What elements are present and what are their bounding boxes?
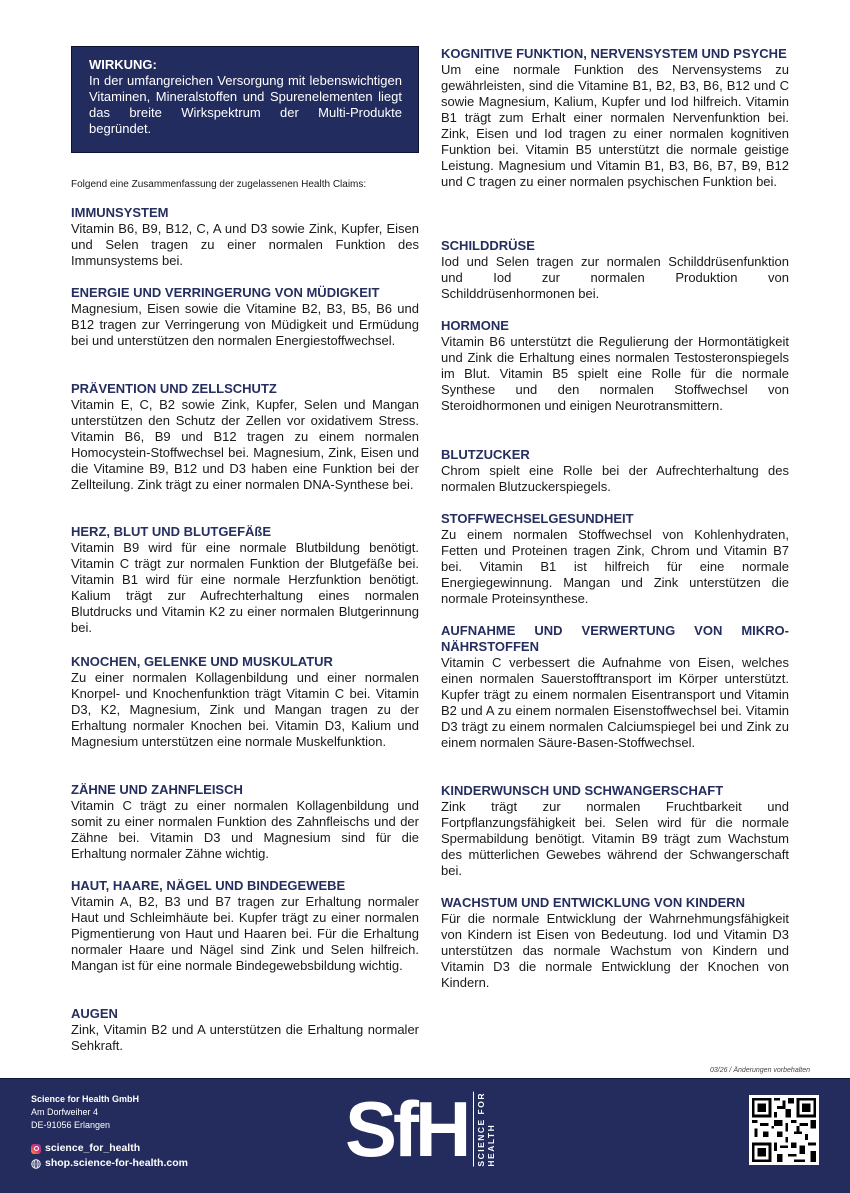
section-title: KNOCHEN, GELENKE UND MUSKULATUR xyxy=(71,654,333,669)
company-address xyxy=(31,1093,139,1132)
section-text: Vitamin B6, B9, B12, C, A und D3 sowie Zink, Kupfer, Eisen und Selen tragen zu einer normalen Funktion des Immunsystems bei. xyxy=(71,221,419,268)
section-title: AUGEN xyxy=(71,1006,118,1021)
wirkung-title: WIRKUNG: xyxy=(89,57,157,72)
section-kinderwunsch xyxy=(441,783,789,879)
footer xyxy=(0,1078,850,1193)
section-title: IMMUNSYSTEM xyxy=(71,205,169,220)
section-zaehne xyxy=(71,782,419,862)
section-title: KOGNITIVE FUNKTION, NERVENSYSTEM UND PSYCHE xyxy=(441,46,787,61)
section-text: Vitamin A, B2, B3 und B7 tragen zur Erhaltung normaler Haut und Schleimhäute bei. Kupfer trägt zu einer normalen Pigmentierung von Haut und Haaren bei. Für die Erhaltung normaler Haare und Nägel sind Zink und Selen hilfreich. Mangan ist für eine normale Bindegewebsbildung wichtig. xyxy=(71,894,419,973)
section-blutzucker xyxy=(441,447,789,495)
logo-tagline xyxy=(473,1092,496,1167)
sfh-logo xyxy=(345,1085,497,1173)
instagram-handle[interactable]: science_for_health xyxy=(45,1142,141,1154)
qr-code[interactable] xyxy=(749,1095,819,1165)
instagram-icon xyxy=(31,1144,41,1154)
website-link[interactable] xyxy=(31,1156,188,1171)
section-schilddruese xyxy=(441,238,789,302)
section-text: Iod und Selen tragen zur normalen Schilddrüsenfunktion und Iod zur normalen Produktion von Schilddrüsenhormonen bei. xyxy=(441,254,789,301)
section-kognitive-funktion xyxy=(441,46,789,190)
section-hormone xyxy=(441,318,789,414)
section-title: PRÄVENTION UND ZELLSCHUTZ xyxy=(71,381,277,396)
section-title: AUFNAHME UND VERWERTUNG VON MIKRO-NÄHRSTOFFEN xyxy=(441,623,789,654)
company-street: Am Dorfweiher 4 xyxy=(31,1107,99,1117)
section-title: SCHILDDRÜSE xyxy=(441,238,535,253)
company-name: Science for Health GmbH xyxy=(31,1094,140,1104)
logo-tagline-line2: HEALTH xyxy=(486,1123,497,1167)
section-stoffwechsel xyxy=(441,511,789,607)
section-title: HORMONE xyxy=(441,318,509,333)
section-wachstum xyxy=(441,895,789,991)
section-immunsystem xyxy=(71,205,419,269)
globe-icon xyxy=(31,1159,41,1169)
section-title: WACHSTUM UND ENTWICKLUNG VON KINDERN xyxy=(441,895,746,910)
section-text: Zink trägt zur normalen Fruchtbarkeit und Fortpflanzungsfähigkeit bei. Selen wird für die normale Spermabildung benötigt. Vitamin B9 trägt zum Wachstum des mütterlichen Gewebes während der Schwangerschaft bei. xyxy=(441,799,789,878)
section-text: Vitamin E, C, B2 sowie Zink, Kupfer, Selen und Mangan unterstützen den Schutz der Zellen vor oxidativem Stress. Vitamin B6, B9 und B12 tragen zu einem normalen Homocystein-Stoffwechsel bei. Magnesium, Zink, Eisen und die Vitamine B9, B12 und D3 haben eine Funktion bei der Zellteilung. Zink trägt zu einer normalen DNA-Synthese bei. xyxy=(71,397,419,492)
section-knochen xyxy=(71,654,419,750)
section-title: BLUTZUCKER xyxy=(441,447,530,462)
logo-wordmark: SfH xyxy=(345,1085,468,1173)
intro-text: Folgend eine Zusammenfassung der zugelassenen Health Claims: xyxy=(71,179,367,190)
section-text: Vitamin C trägt zu einer normalen Kollagenbildung und somit zu einer normalen Funktion des Zahnfleischs und der Zähne bei. Vitamin D3 und Magnesium sind für die Erhaltung normaler Zähne wichtig. xyxy=(71,798,419,861)
social-links xyxy=(31,1141,188,1171)
section-text: Magnesium, Eisen sowie die Vitamine B2, B3, B5, B6 und B12 tragen zur Verringerung von Müdigkeit und Ermüdung bei und unterstützen den normalen Energiestoffwechsel. xyxy=(71,301,419,348)
instagram-link[interactable] xyxy=(31,1141,188,1156)
section-energie xyxy=(71,285,419,349)
section-title: ZÄHNE UND ZAHNFLEISCH xyxy=(71,782,243,797)
wirkung-text: In der umfangreichen Versorgung mit lebenswichtigen Vitaminen, Mineralstoffen und Spurenelementen liegt das breite Wirkspektrum der Multi-Produkte begründet. xyxy=(89,73,402,136)
section-title: ENERGIE UND VERRINGERUNG VON MÜDIGKEIT xyxy=(71,285,380,300)
section-text: Vitamin B6 unterstützt die Regulierung der Hormontätigkeit und Zink die Erhaltung eines normalen Testosteronspiegels im Blut. Vitamin B5 spielt eine Rolle für die normale Synthese und den normalen Stoffwechsel von Steroidhormonen und einigen Neurotransmittern. xyxy=(441,334,789,413)
footnote: 03/26 / Änderungen vorbehalten xyxy=(709,1067,810,1074)
section-text: Zu einem normalen Stoffwechsel von Kohlenhydraten, Fetten und Proteinen tragen Zink, Chrom und Vitamin B7 bei. Vitamin B1 ist hilfreich für eine normale Energiegewinnung. Mangan und Zink unterstützen die normale Proteinsynthese. xyxy=(441,527,789,606)
section-augen xyxy=(71,1006,419,1054)
section-text: Vitamin B9 wird für eine normale Blutbildung benötigt. Vitamin C trägt zur normalen Funktion der Blutgefäße bei. Vitamin B1 wird für eine normale Herzfunktion benötigt. Kalium trägt zur Aufrechterhaltung eines normalen Blutdrucks und Vitamin K2 zu einer normalen Blutgerinnung bei. xyxy=(71,540,419,635)
website-url[interactable]: shop.science-for-health.com xyxy=(45,1157,188,1169)
section-title: HERZ, BLUT UND BLUTGEFÄßE xyxy=(71,524,272,539)
section-text: Vitamin C verbessert die Aufnahme von Eisen, welches einen normalen Sauerstofftransport im Körper unterstützt. Kupfer trägt zu einem normalen Eisentransport und Vitamin B2 und A zu einem normalen Eisenstoffwechsel bei. Vitamin D3 trägt zu einem normalen Calciumspiegel bei und Zink zu einem normalen Säure-Basen-Stoffwechsel. xyxy=(441,655,789,750)
section-title: KINDERWUNSCH UND SCHWANGERSCHAFT xyxy=(441,783,724,798)
section-praevention xyxy=(71,381,419,493)
section-text: Chrom spielt eine Rolle bei der Aufrechterhaltung des normalen Blutzuckerspiegels. xyxy=(441,463,789,494)
section-aufnahme xyxy=(441,623,789,751)
section-title: STOFFWECHSELGESUNDHEIT xyxy=(441,511,634,526)
logo-tagline-line1: SCIENCE FOR xyxy=(476,1091,487,1167)
section-text: Zink, Vitamin B2 und A unterstützen die Erhaltung normaler Sehkraft. xyxy=(71,1022,419,1053)
section-text: Zu einer normalen Kollagenbildung und einer normalen Knorpel- und Knochenfunktion trägt Vitamin C bei. Vitamin D3, K2, Magnesium, Zink und Mangan tragen zu der Erhaltung normaler Knochen bei. Vitamin D3, Kalium und Magnesium unterstützen eine normale Muskelfunktion. xyxy=(71,670,419,749)
section-haut xyxy=(71,878,419,974)
wirkung-box xyxy=(71,46,419,153)
section-text: Um eine normale Funktion des Nervensystems zu gewährleisten, sind die Vitamine B1, B2, B3, B6, B12 und C sowie Magnesium, Kalium, Kupfer und Iod hilfreich. Vitamin B1 trägt zum Erhalt einer normalen Nervenfunktion bei. Zink, Eisen und Iod tragen zu einer normalen kognitiven Funktion bei. Vitamin B5 unterstützt die normale geistige Leistung. Magnesium und Vitamin B1, B3, B6, B7, B9, B12 und C tragen zu einer normalen psychischen Funktion bei. xyxy=(441,62,789,189)
company-city: DE-91056 Erlangen xyxy=(31,1120,111,1130)
section-text: Für die normale Entwicklung der Wahrnehmungsfähigkeit von Kindern ist Eisen von Bedeutung. Iod und Vitamin D3 unterstützen das normale Wachstum von Kindern und Vitamin D3 die normale Entwicklung der Knochen von Kindern. xyxy=(441,911,789,990)
section-title: HAUT, HAARE, NÄGEL UND BINDEGEWEBE xyxy=(71,878,346,893)
section-herz xyxy=(71,524,419,636)
